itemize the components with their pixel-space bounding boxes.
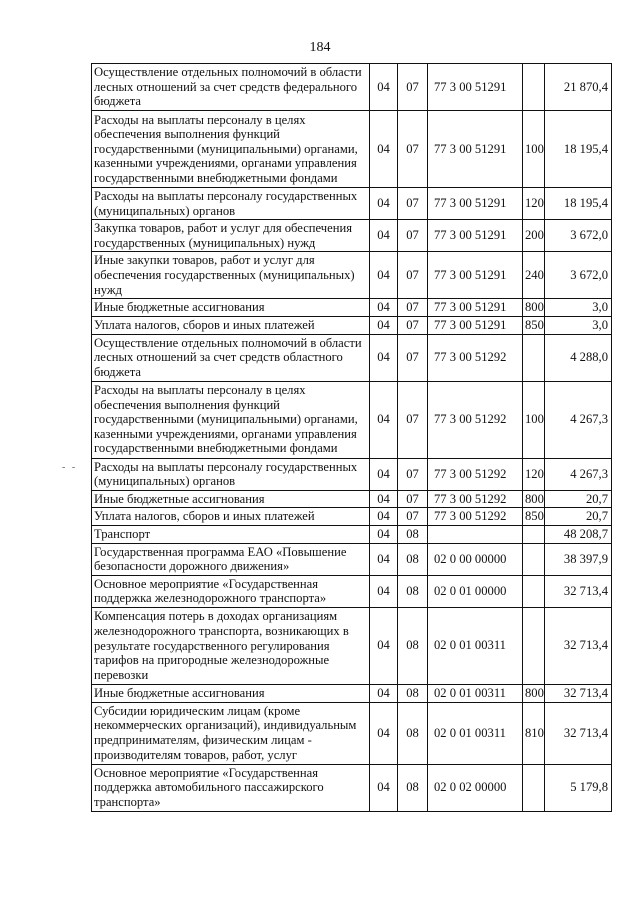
row-name: Расходы на выплаты персоналу государственных (муниципальных) органов [92, 458, 370, 490]
row-target-article: 02 0 01 00311 [428, 684, 523, 702]
row-name: Транспорт [92, 525, 370, 543]
row-expense-type: 850 [523, 316, 545, 334]
row-name: Государственная программа ЕАО «Повышение безопасности дорожного движения» [92, 543, 370, 575]
row-target-article: 77 3 00 51292 [428, 334, 523, 381]
row-name: Основное мероприятие «Государственная поддержка железнодорожного транспорта» [92, 575, 370, 607]
row-target-article: 77 3 00 51291 [428, 188, 523, 220]
row-expense-type: 800 [523, 490, 545, 508]
row-section-code: 04 [370, 299, 398, 317]
row-amount: 3,0 [545, 316, 612, 334]
row-subsection-code: 08 [398, 702, 428, 764]
row-expense-type [523, 543, 545, 575]
row-amount: 18 195,4 [545, 111, 612, 188]
table-row [92, 252, 612, 299]
row-amount: 4 267,3 [545, 381, 612, 458]
row-subsection-code: 07 [398, 220, 428, 252]
row-expense-type [523, 525, 545, 543]
row-subsection-code: 08 [398, 543, 428, 575]
row-amount: 32 713,4 [545, 607, 612, 684]
row-target-article: 02 0 00 00000 [428, 543, 523, 575]
row-subsection-code: 07 [398, 64, 428, 111]
row-section-code: 04 [370, 64, 398, 111]
row-target-article: 77 3 00 51292 [428, 381, 523, 458]
row-name: Основное мероприятие «Государственная поддержка автомобильного пассажирского транспорта» [92, 764, 370, 811]
row-expense-type [523, 64, 545, 111]
row-target-article: 02 0 01 00311 [428, 607, 523, 684]
table-row [92, 490, 612, 508]
row-amount: 32 713,4 [545, 702, 612, 764]
page-number: 184 [309, 40, 331, 55]
table-row [92, 764, 612, 811]
row-subsection-code: 07 [398, 188, 428, 220]
row-target-article: 77 3 00 51292 [428, 490, 523, 508]
row-name: Закупка товаров, работ и услуг для обеспечения государственных (муниципальных) нужд [92, 220, 370, 252]
row-expense-type: 200 [523, 220, 545, 252]
row-section-code: 04 [370, 220, 398, 252]
table-row [92, 64, 612, 111]
row-name: Иные бюджетные ассигнования [92, 299, 370, 317]
row-section-code: 04 [370, 490, 398, 508]
table-row [92, 607, 612, 684]
row-subsection-code: 07 [398, 252, 428, 299]
row-subsection-code: 08 [398, 684, 428, 702]
table-row [92, 188, 612, 220]
row-expense-type [523, 575, 545, 607]
row-target-article: 77 3 00 51291 [428, 252, 523, 299]
row-amount: 5 179,8 [545, 764, 612, 811]
row-target-article: 77 3 00 51291 [428, 64, 523, 111]
row-amount: 20,7 [545, 490, 612, 508]
row-expense-type: 800 [523, 299, 545, 317]
row-section-code: 04 [370, 607, 398, 684]
row-expense-type: 240 [523, 252, 545, 299]
row-section-code: 04 [370, 111, 398, 188]
row-subsection-code: 07 [398, 299, 428, 317]
row-section-code: 04 [370, 575, 398, 607]
row-section-code: 04 [370, 316, 398, 334]
row-subsection-code: 07 [398, 316, 428, 334]
table-row [92, 702, 612, 764]
row-target-article: 02 0 02 00000 [428, 764, 523, 811]
row-section-code: 04 [370, 702, 398, 764]
row-subsection-code: 08 [398, 607, 428, 684]
row-section-code: 04 [370, 188, 398, 220]
row-subsection-code: 08 [398, 525, 428, 543]
row-target-article: 77 3 00 51292 [428, 508, 523, 526]
row-name: Осуществление отдельных полномочий в области лесных отношений за счет средств областного бюджета [92, 334, 370, 381]
row-target-article: 77 3 00 51292 [428, 458, 523, 490]
table-row [92, 684, 612, 702]
table-row [92, 508, 612, 526]
row-subsection-code: 07 [398, 381, 428, 458]
row-section-code: 04 [370, 543, 398, 575]
row-expense-type [523, 607, 545, 684]
row-amount: 3 672,0 [545, 220, 612, 252]
row-expense-type [523, 334, 545, 381]
row-subsection-code: 08 [398, 764, 428, 811]
row-name: Уплата налогов, сборов и иных платежей [92, 508, 370, 526]
table-row [92, 316, 612, 334]
table-row [92, 575, 612, 607]
row-amount: 48 208,7 [545, 525, 612, 543]
table-row [92, 458, 612, 490]
row-subsection-code: 07 [398, 490, 428, 508]
row-name: Субсидии юридическим лицам (кроме некоммерческих организаций), индивидуальным предпринимателям, физическим лицам - производителям товаров, работ, услуг [92, 702, 370, 764]
row-name: Расходы на выплаты персоналу в целях обеспечения выполнения функций государственными (муниципальными) органами, казенными учреждениями, органами управления государственными внебюджетными фондами [92, 381, 370, 458]
row-target-article: 77 3 00 51291 [428, 220, 523, 252]
row-name: Уплата налогов, сборов и иных платежей [92, 316, 370, 334]
budget-table [91, 63, 612, 812]
row-section-code: 04 [370, 458, 398, 490]
row-section-code: 04 [370, 525, 398, 543]
table-row [92, 525, 612, 543]
row-name: Расходы на выплаты персоналу государственных (муниципальных) органов [92, 188, 370, 220]
row-section-code: 04 [370, 381, 398, 458]
row-subsection-code: 07 [398, 508, 428, 526]
row-amount: 20,7 [545, 508, 612, 526]
row-subsection-code: 08 [398, 575, 428, 607]
row-expense-type: 100 [523, 381, 545, 458]
row-amount: 4 288,0 [545, 334, 612, 381]
row-target-article: 77 3 00 51291 [428, 111, 523, 188]
row-amount: 3 672,0 [545, 252, 612, 299]
row-expense-type: 120 [523, 188, 545, 220]
table-row [92, 111, 612, 188]
row-section-code: 04 [370, 684, 398, 702]
row-target-article [428, 525, 523, 543]
row-amount: 18 195,4 [545, 188, 612, 220]
row-expense-type: 810 [523, 702, 545, 764]
table-row [92, 543, 612, 575]
table-row [92, 381, 612, 458]
row-amount: 38 397,9 [545, 543, 612, 575]
row-target-article: 77 3 00 51291 [428, 316, 523, 334]
row-expense-type: 120 [523, 458, 545, 490]
row-target-article: 02 0 01 00311 [428, 702, 523, 764]
row-subsection-code: 07 [398, 458, 428, 490]
row-section-code: 04 [370, 334, 398, 381]
margin-mark: - - [62, 462, 78, 473]
row-amount: 21 870,4 [545, 64, 612, 111]
row-name: Расходы на выплаты персоналу в целях обеспечения выполнения функций государственными (муниципальными) органами, казенными учреждениями, органами управления государственными внебюджетными фондами [92, 111, 370, 188]
row-amount: 4 267,3 [545, 458, 612, 490]
row-amount: 32 713,4 [545, 575, 612, 607]
row-target-article: 77 3 00 51291 [428, 299, 523, 317]
row-expense-type: 800 [523, 684, 545, 702]
row-name: Компенсация потерь в доходах организациям железнодорожного транспорта, возникающих в результате государственного регулирования тарифов на пригородные железнодорожные перевозки [92, 607, 370, 684]
row-section-code: 04 [370, 764, 398, 811]
row-section-code: 04 [370, 252, 398, 299]
table-row [92, 220, 612, 252]
row-name: Осуществление отдельных полномочий в области лесных отношений за счет средств федерального бюджета [92, 64, 370, 111]
row-subsection-code: 07 [398, 334, 428, 381]
table-row [92, 299, 612, 317]
row-expense-type [523, 764, 545, 811]
row-subsection-code: 07 [398, 111, 428, 188]
row-amount: 32 713,4 [545, 684, 612, 702]
row-name: Иные закупки товаров, работ и услуг для обеспечения государственных (муниципальных) нужд [92, 252, 370, 299]
row-section-code: 04 [370, 508, 398, 526]
row-name: Иные бюджетные ассигнования [92, 490, 370, 508]
row-expense-type: 100 [523, 111, 545, 188]
table-row [92, 334, 612, 381]
row-amount: 3,0 [545, 299, 612, 317]
row-expense-type: 850 [523, 508, 545, 526]
row-target-article: 02 0 01 00000 [428, 575, 523, 607]
row-name: Иные бюджетные ассигнования [92, 684, 370, 702]
